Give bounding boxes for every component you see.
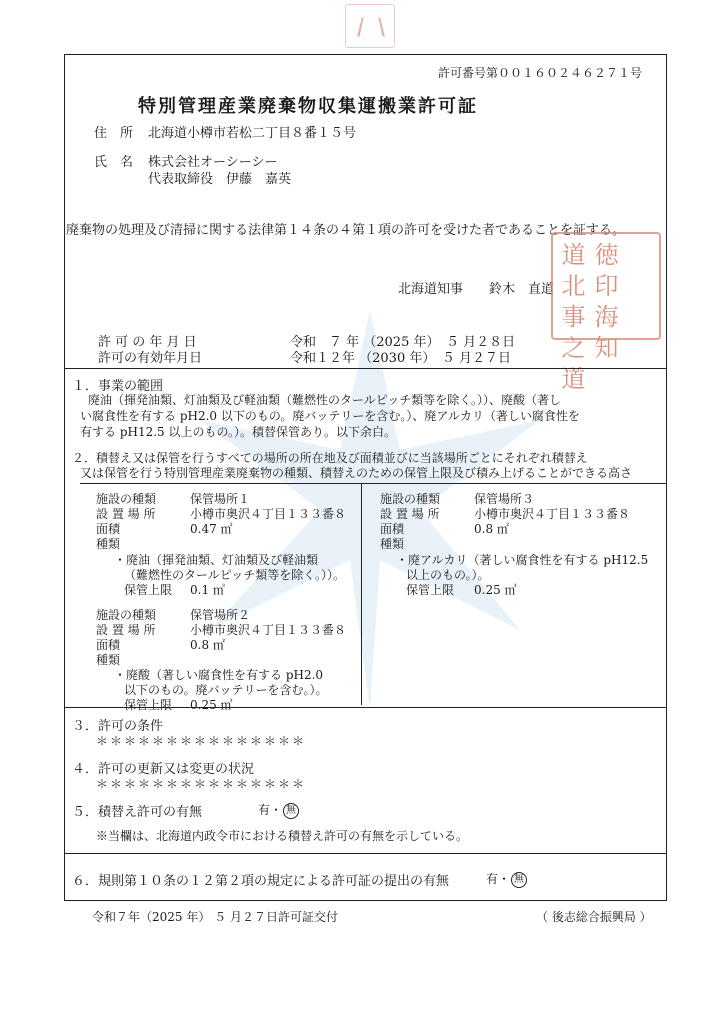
facility3-area: 0.8 ㎡ bbox=[474, 522, 509, 536]
governor-seal-stamp bbox=[551, 232, 661, 393]
table-top-line bbox=[80, 483, 667, 484]
section3-value: ＊＊＊＊＊＊＊＊＊＊＊＊＊＊＊ bbox=[96, 734, 307, 748]
facility3-location: 小樽市奥沢４丁目１３３番８ bbox=[474, 507, 631, 521]
seal-char: 北 bbox=[561, 272, 586, 300]
section6-no-circled: 無 bbox=[511, 872, 527, 888]
limit-label: 保管上限 bbox=[124, 698, 173, 712]
limit-label: 保管上限 bbox=[406, 583, 455, 597]
section1-line: 有する pH12.5 以上のもの。）。積替保管あり。以下余白。 bbox=[80, 425, 397, 439]
section6-dot: ・ bbox=[498, 872, 511, 886]
facility2-location: 小樽市奥沢４丁目１３３番８ bbox=[190, 623, 347, 637]
facility-label: 施設の種類 bbox=[96, 608, 157, 622]
section2-heading: ２．積替え又は保管を行うすべての場所の所在地及び面積並びに当該場所ごとにそれぞれ積替え bbox=[72, 451, 588, 465]
facility1-location: 小樽市奥沢４丁目１３３番８ bbox=[190, 507, 347, 521]
section2-heading-cont: 又は保管を行う特別管理産業廃棄物の種類、積替えのための保管上限及び積み上げることができる高さ bbox=[80, 466, 633, 480]
seal-char: 海 bbox=[594, 303, 619, 331]
facility1-limit: 0.1 ㎥ bbox=[190, 583, 225, 597]
facility2-waste: ・廃酸（著しい腐食性を有する pH2.0 bbox=[114, 668, 324, 682]
issuing-office: （ 後志総合振興局 ） bbox=[536, 910, 652, 924]
seal-char: 道 bbox=[561, 241, 586, 269]
area-label: 面積 bbox=[96, 638, 121, 652]
facility2-waste: 以下のもの。廃バッテリーを含む。）。 bbox=[124, 683, 328, 697]
facility2-limit: 0.25 ㎥ bbox=[190, 698, 233, 712]
certification-statement: 廃棄物の処理及び清掃に関する法律第１４条の４第１項の許可を受けた者であることを証する。 bbox=[66, 223, 626, 238]
divider bbox=[64, 853, 667, 854]
section6-yes: 有 bbox=[486, 872, 499, 886]
location-label: 設 置 場 所 bbox=[96, 623, 156, 637]
section1-line: い腐食性を有する pH2.0 以下のもの。廃バッテリーを含む。）、廃アルカリ（著しい腐食性を bbox=[80, 409, 580, 423]
permit-date-value: 令和 ７ 年 （2025 年） ５ 月２８日 bbox=[290, 335, 516, 350]
location-label: 設 置 場 所 bbox=[96, 507, 156, 521]
section5-dot: ・ bbox=[270, 803, 283, 817]
seal-char: 事 bbox=[561, 303, 586, 331]
facility3-waste: 以上のもの。）。 bbox=[406, 568, 490, 582]
area-label: 面積 bbox=[380, 522, 405, 536]
name-label: 氏 名 bbox=[94, 155, 134, 170]
section5-yes: 有 bbox=[258, 803, 271, 817]
top-stamp-mark bbox=[345, 4, 395, 48]
address-label: 住 所 bbox=[94, 126, 134, 141]
section3-heading: ３．許可の条件 bbox=[72, 719, 164, 734]
divider bbox=[64, 707, 667, 708]
facility2-name: 保管場所２ bbox=[190, 608, 251, 622]
section5-yes-no bbox=[258, 801, 299, 819]
section4-heading: ４．許可の更新又は変更の状況 bbox=[72, 762, 255, 777]
location-label: 設 置 場 所 bbox=[380, 507, 440, 521]
facility1-waste: ・廃油（揮発油類、灯油類及び軽油類 bbox=[114, 553, 319, 567]
seal-char: 印 bbox=[594, 272, 619, 300]
valid-until-value: 令和１２年 （2030 年） ５ 月２７日 bbox=[290, 351, 511, 366]
kind-label: 種類 bbox=[380, 537, 405, 551]
facility2-area: 0.8 ㎡ bbox=[190, 638, 225, 652]
representative-name: 代表取締役 伊藤 嘉英 bbox=[148, 172, 292, 187]
section6-heading: ６．規則第１０条の１２第２項の規定による許可証の提出の有無 bbox=[72, 874, 450, 889]
kind-label: 種類 bbox=[96, 537, 121, 551]
facility1-waste: （難燃性のタールピッチ類等を除く。））。 bbox=[124, 568, 346, 582]
permit-date-label: 許 可 の 年 月 日 bbox=[98, 335, 197, 350]
section6-yes-no bbox=[486, 870, 527, 888]
seal-char: 之 bbox=[561, 334, 586, 362]
address-value: 北海道小樽市若松二丁目８番１５号 bbox=[148, 126, 357, 141]
section4-value: ＊＊＊＊＊＊＊＊＊＊＊＊＊＊＊ bbox=[96, 777, 307, 791]
issued-date: 令和７年（2025 年） ５ 月２７日許可証交付 bbox=[92, 910, 338, 924]
seal-char: 道 bbox=[561, 365, 586, 393]
facility1-name: 保管場所１ bbox=[190, 492, 251, 506]
facility3-name: 保管場所３ bbox=[474, 492, 535, 506]
valid-until-label: 許可の有効年月日 bbox=[98, 351, 203, 366]
section5-no-circled: 無 bbox=[283, 803, 299, 819]
section5-heading: ５．積替え許可の有無 bbox=[72, 805, 203, 820]
facility1-area: 0.47 ㎡ bbox=[190, 522, 233, 536]
seal-char: 徳 bbox=[594, 241, 619, 269]
kind-label: 種類 bbox=[96, 653, 121, 667]
table-divider bbox=[361, 483, 362, 705]
section5-note: ※当欄は、北海道内政令市における積替え許可の有無を示している。 bbox=[96, 829, 469, 843]
facility3-waste: ・廃アルカリ（著しい腐食性を有する pH12.5 bbox=[396, 553, 649, 567]
facility-label: 施設の種類 bbox=[380, 492, 441, 506]
seal-char: 知 bbox=[594, 334, 619, 362]
divider bbox=[64, 368, 667, 369]
limit-label: 保管上限 bbox=[124, 583, 173, 597]
facility3-limit: 0.25 ㎥ bbox=[474, 583, 517, 597]
issuer-name: 北海道知事 鈴木 直道 bbox=[398, 282, 555, 297]
permit-number: 許可番号第００１６０２４６２７１号 bbox=[438, 66, 643, 80]
company-name: 株式会社オーシーシー bbox=[148, 155, 278, 170]
section1-line: 廃油（揮発油類、灯油類及び軽油類（難燃性のタールピッチ類等を除く。））、廃酸（著し bbox=[88, 393, 562, 407]
section1-heading: １．事業の範囲 bbox=[72, 379, 164, 394]
page-title: 特別管理産業廃棄物収集運搬業許可証 bbox=[138, 96, 478, 117]
facility-label: 施設の種類 bbox=[96, 492, 157, 506]
area-label: 面積 bbox=[96, 522, 121, 536]
